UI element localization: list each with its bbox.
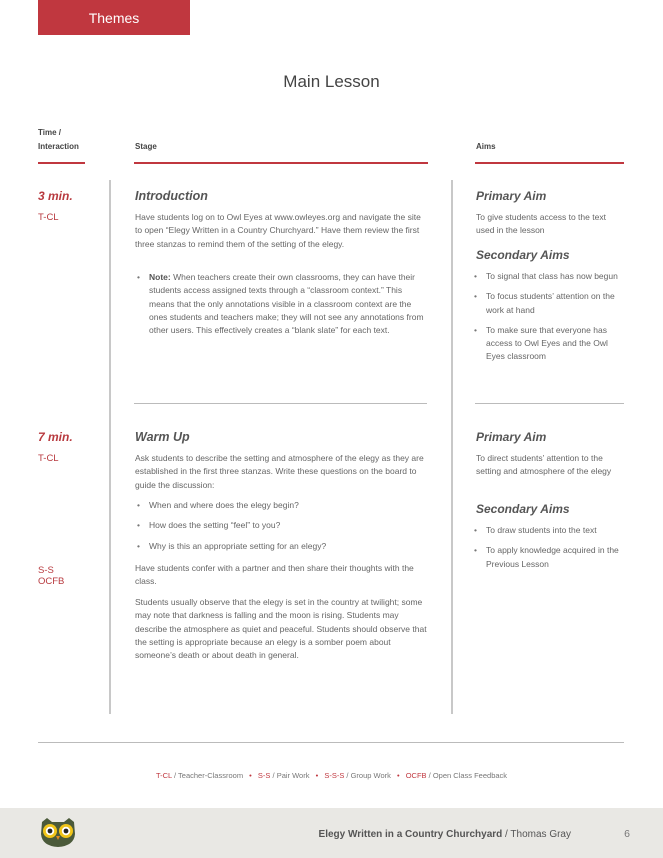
time-header-line1: Time /	[38, 128, 61, 137]
stage-header: Stage	[135, 142, 157, 151]
legend-dot: •	[315, 771, 319, 780]
legend-label: Group Work	[350, 771, 391, 780]
row2-code-tcl: T-CL	[38, 453, 59, 464]
footer-author: Thomas Gray	[510, 829, 571, 840]
introduction-paragraph: Have students log on to Owl Eyes at www.owleyes.org and navigate the site to open “Elegy Written in a Country Churchyard.” Have them review the first three stanzas to remind them of the setting of the elegy.	[135, 212, 421, 249]
row1-primary-aim: To give students access to the text used in the lesson	[476, 212, 606, 236]
legend-separator: /	[344, 771, 351, 780]
time-header-rule	[38, 162, 85, 164]
footer-book-title: Elegy Written in a Country Churchyard	[318, 829, 503, 840]
question-item: • How does the setting “feel” to you?	[135, 519, 427, 532]
themes-tab[interactable]: Themes	[38, 0, 190, 35]
secondary-aim-item: • To make sure that everyone has access to Owl Eyes and the Owl Eyes classroom	[472, 324, 626, 364]
row2-code-ss: S-S	[38, 565, 54, 576]
warm-up-paragraph: Ask students to describe the setting and atmosphere of the elegy as they are established in the first three stanzas. Write these questions on the board to guide the discussion:	[135, 453, 424, 490]
warm-up-questions	[135, 499, 427, 553]
warm-up-paragraph-2: Have students confer with a partner and then share their thoughts with the class.	[135, 563, 414, 587]
row2-primary-aim-title: Primary Aim	[476, 430, 547, 444]
aims-header-rule	[475, 162, 624, 164]
question-item: • When and where does the elegy begin?	[135, 499, 427, 512]
row1-time: 3 min.	[38, 189, 73, 203]
owl-logo-icon	[38, 816, 78, 848]
note-label: Note:	[149, 272, 171, 282]
introduction-title: Introduction	[135, 189, 208, 203]
legend-code: S-S	[257, 771, 271, 780]
divider-right	[451, 180, 453, 714]
secondary-aim-item: • To focus students’ attention on the work at hand	[472, 290, 626, 317]
footer-separator: /	[502, 829, 511, 840]
row2-time: 7 min.	[38, 430, 73, 444]
divider-left	[109, 180, 111, 714]
row1-aims-separator	[475, 403, 624, 404]
secondary-aim-item: • To signal that class has now begun	[472, 270, 626, 283]
legend-code: T-CL	[155, 771, 172, 780]
legend-separator: /	[270, 771, 277, 780]
row1-secondary-aims-list	[472, 270, 626, 364]
legend-label: Open Class Feedback	[432, 771, 508, 780]
aims-header: Aims	[476, 142, 496, 151]
footer-title	[319, 829, 571, 840]
legend-separator: /	[171, 771, 179, 780]
row1-stage-separator	[134, 403, 427, 404]
question-item: • Why is this an appropriate setting for an elegy?	[135, 540, 427, 553]
introduction-note-list	[135, 271, 427, 337]
warm-up-paragraph-3: Students usually observe that the elegy is set in the country at twilight; some may note that darkness is falling and the moon is rising. Students may describe the atmosphere as quiet and peaceful. Students should observe that the setting is appropriate because an elegy is a somber poem about someone’s death or about death in general.	[135, 597, 427, 661]
row2-secondary-aims-list	[472, 524, 626, 571]
row1-secondary-aims-title: Secondary Aims	[476, 248, 570, 262]
secondary-aim-item: • To apply knowledge acquired in the Previous Lesson	[472, 544, 626, 571]
row2-secondary-aims-title: Secondary Aims	[476, 502, 570, 516]
row2-code-ocfb: OCFB	[38, 576, 65, 587]
row1-primary-aim-title: Primary Aim	[476, 189, 547, 203]
time-interaction-header	[38, 126, 79, 154]
introduction-note	[135, 271, 427, 337]
legend-dot: •	[249, 771, 252, 780]
table-bottom-rule	[38, 742, 624, 743]
page-title: Main Lesson	[283, 72, 380, 91]
legend-label: Pair Work	[276, 771, 310, 780]
secondary-aim-item: • To draw students into the text	[472, 524, 626, 537]
legend-code: OCFB	[405, 771, 427, 780]
warm-up-title: Warm Up	[135, 430, 190, 444]
interaction-legend	[0, 771, 663, 780]
row1-code-tcl: T-CL	[38, 212, 59, 223]
time-header-line2: Interaction	[38, 142, 79, 151]
page-number: 6	[624, 828, 630, 840]
note-text: When teachers create their own classrooms, they can have their students access assigned texts through a “classroom context.” This means that the only annotations visible in a classroom context are the ones students and teachers make; they will not see any annotations from other users. This effectively creates a “blank slate” for each text.	[149, 272, 424, 336]
legend-code: S-S-S	[324, 771, 345, 780]
legend-label: Teacher-Classroom	[178, 771, 244, 780]
row2-primary-aim: To direct students’ attention to the setting and atmosphere of the elegy	[476, 453, 612, 477]
legend-separator: /	[426, 771, 433, 780]
legend-dot: •	[396, 771, 400, 780]
stage-header-rule	[134, 162, 428, 164]
